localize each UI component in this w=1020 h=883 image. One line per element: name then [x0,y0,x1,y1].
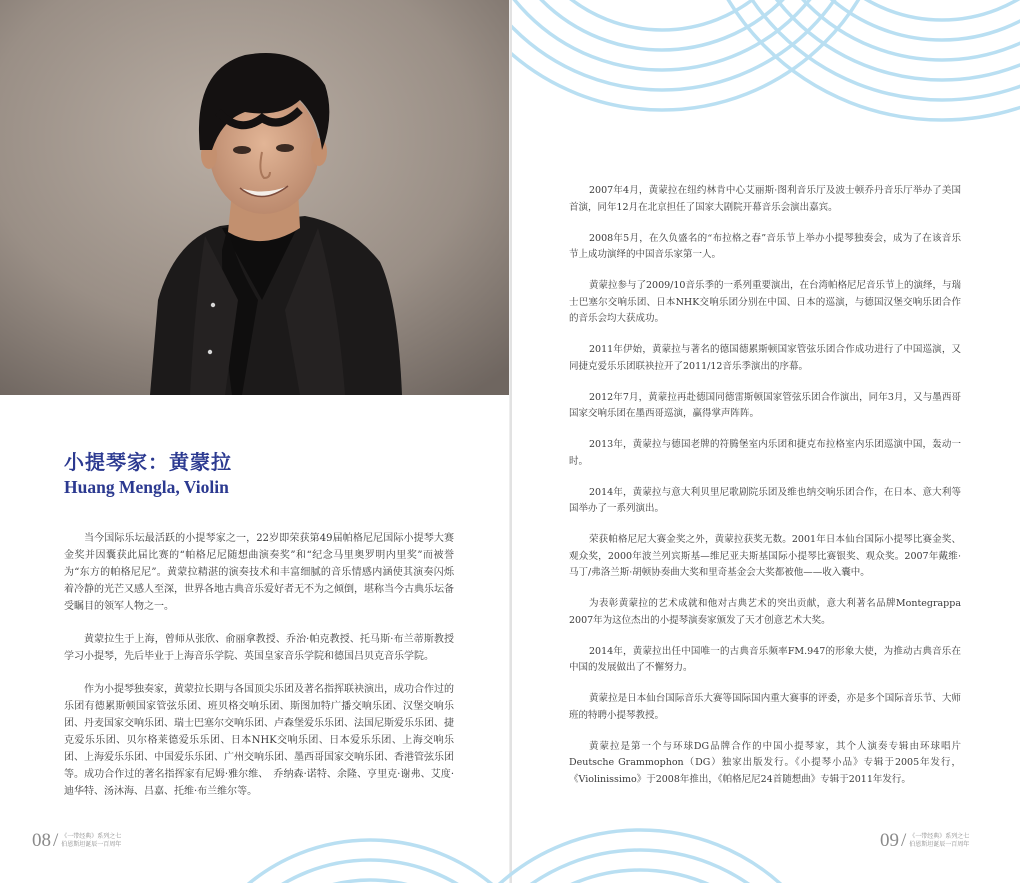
career-paragraph: 黄蒙拉是日本仙台国际音乐大赛等国际国内重大赛事的评委，亦是多个国际音乐节、大师班的特聘小提琴教授。 [569,693,961,721]
career-paragraph: 2011年伊始，黄蒙拉与著名的德国德累斯顿国家管弦乐团合作成功进行了中国巡演，又同捷克爱乐乐团联袂拉开了2011/12音乐季演出的序幕。 [569,344,961,372]
career-paragraph: 黄蒙拉参与了2009/10音乐季的一系列重要演出，在台湾帕格尼尼音乐节上的演绎，与瑞士巴塞尔交响乐团、日本NHK交响乐团分别在中国、日本的巡演，与德国汉堡交响乐团合作的音乐会均大获成功。 [569,280,961,324]
page-number: 09 [880,830,899,851]
bio-paragraph: 作为小提琴独奏家，黄蒙拉长期与各国顶尖乐团及著名指挥联袂演出，成功合作过的乐团有德累斯顿国家管弦乐团、班贝格交响乐团、斯图加特广播交响乐团、汉堡交响乐团、丹麦国家交响乐团、瑞士巴塞尔交响乐团、卢森堡爱乐乐团、法国尼斯爱乐乐团、捷克爱乐乐团、贝尔格莱德爱乐乐团、日本NHK交响乐团、日本爱乐乐团、上海交响乐团、上海爱乐乐团、中国爱乐乐团、广州交响乐团、墨西哥国家交响乐团、香港管弦乐团等。成功合作过的著名指挥家有尼姆·雅尔维、 乔纳森·诺特、余隆、亨里克·谢弗、艾度·迪华特、汤沐海、吕嘉、托维·布兰维尔等。 [64,684,454,797]
bio-paragraph: 黄蒙拉生于上海，曾师从张欣、俞丽拿教授、乔治·帕克教授、托马斯·布兰蒂斯教授学习小提琴，先后毕业于上海音乐学院、英国皇家音乐学院和德国吕贝克音乐学院。 [64,634,454,662]
footer-slash: / [901,830,907,851]
series-line-2: 伯恩斯坦诞辰一百周年 [61,841,122,848]
decorative-waves-bottom [0,800,1020,883]
career-paragraph: 2007年4月，黄蒙拉在纽约林肯中心艾丽斯·图利音乐厅及波士顿乔丹音乐厅举办了美国首演，同年12月在北京担任了国家大剧院开幕音乐会演出嘉宾。 [569,185,961,213]
career-paragraph: 荣获帕格尼尼大赛金奖之外，黄蒙拉获奖无数。2001年日本仙台国际小提琴比赛金奖、观众奖，2000年波兰列宾斯基—维尼亚夫斯基国际小提琴比赛银奖、观众奖。2007年戴维·马丁/弗洛兰斯·胡顿协奏曲大奖和里奇基金会大奖都被他——收入囊中。 [569,534,961,578]
page-footer-left [32,830,121,854]
career-paragraph: 为表彰黄蒙拉的艺术成就和他对古典艺术的突出贡献，意大利著名品牌Montegrappa 2007年为这位杰出的小提琴演奏家颁发了天才创意艺术大奖。 [569,598,961,626]
career-paragraph: 2013年，黄蒙拉与德国老牌的符腾堡室内乐团和捷克布拉格室内乐团巡演中国，轰动一时。 [569,439,961,467]
footer-slash: / [53,830,59,851]
biography-text [64,530,454,816]
career-paragraph: 黄蒙拉是第一个与环球DG品牌合作的中国小提琴家，其个人演奏专辑由环球唱片Deutsche Grammophon（DG）独家出版发行。《小提琴小品》专辑于2005年发行，《Violinissimo》于2008年推出，《帕格尼尼24首随想曲》专辑于2011年发行。 [569,740,961,785]
career-text [569,183,961,803]
series-line-1: 《一带经典》系列之七 [61,833,122,840]
career-paragraph: 2012年7月，黄蒙拉再赴德国同德雷斯顿国家管弦乐团合作演出，同年3月，又与墨西哥国家交响乐团在墨西哥巡演，赢得掌声阵阵。 [569,391,961,419]
decorative-waves-top [512,0,1020,150]
series-line-1: 《一带经典》系列之七 [909,833,970,840]
page-number: 08 [32,830,51,851]
career-paragraph: 2008年5月，在久负盛名的“布拉格之春”音乐节上举办小提琴独奏会，成为了在该音乐节上成功演绎的中国音乐家第一人。 [569,232,961,260]
bio-paragraph: 当今国际乐坛最活跃的小提琴家之一，22岁即荣获第49届帕格尼尼国际小提琴大赛金奖并因囊获此届比赛的“帕格尼尼随想曲演奏奖”和“纪念马里奥罗明内里奖”而被誉为“东方的帕格尼尼”。黄蒙拉精湛的演奏技术和丰富细腻的音乐情感内涵使其演奏闪烁着冷静的光芒又感人至深，世界各地古典音乐爱好者无不为之倾倒，堪称当今古典乐坛备受瞩目的领军人物之一。 [64,533,454,612]
career-paragraph: 2014年，黄蒙拉出任中国唯一的古典音乐频率FM.947的形象大使，为推动古典音乐在中国的发展做出了不懈努力。 [569,645,961,673]
series-caption [909,830,969,849]
series-caption [61,830,121,849]
article-title-english: Huang Mengla, Violin [64,477,229,497]
page-footer-right [880,830,969,854]
article-title-chinese: 小提琴家：黄蒙拉 [64,450,232,474]
series-line-2: 伯恩斯坦诞辰一百周年 [909,841,970,848]
portrait-photo [0,0,511,395]
career-paragraph: 2014年，黄蒙拉与意大利贝里尼歌剧院乐团及维也纳交响乐团合作，在日本、意大利等国举办了一系列演出。 [569,486,961,514]
